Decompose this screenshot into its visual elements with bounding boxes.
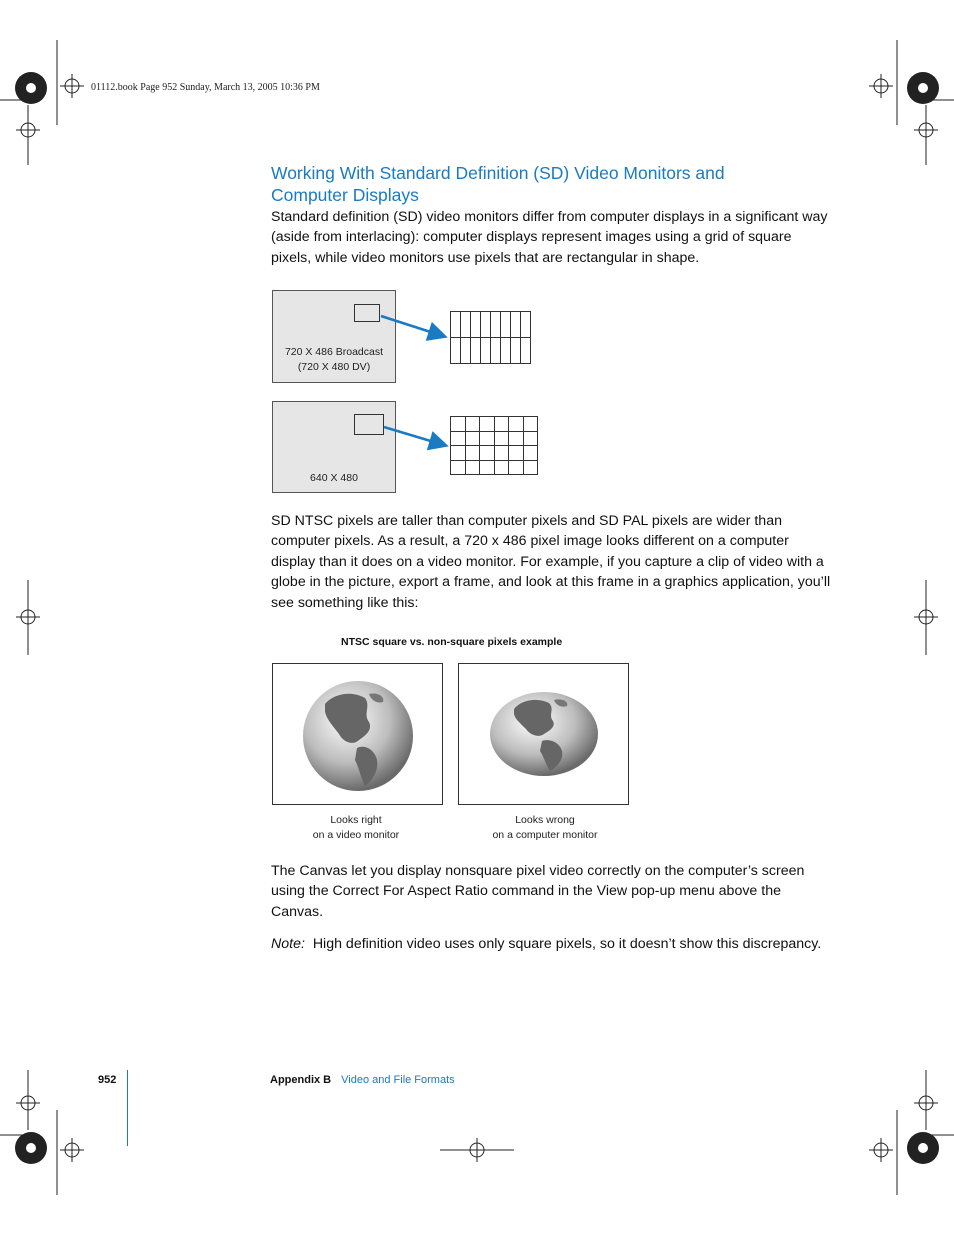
note-label: Note: bbox=[271, 936, 305, 952]
broadcast-label-1: 720 X 486 Broadcast bbox=[284, 346, 384, 358]
figure-title: NTSC square vs. non-square pixels example bbox=[341, 636, 563, 648]
note-paragraph bbox=[271, 934, 846, 954]
right-caption-1: Looks wrong bbox=[515, 814, 575, 826]
globe-oval-image bbox=[459, 664, 628, 804]
globe-distorted-frame bbox=[458, 663, 629, 805]
right-caption-2: on a computer monitor bbox=[492, 829, 598, 841]
section-title: Working With Standard Definition (SD) Video Monitors and Computer Displays bbox=[271, 163, 725, 205]
footer-running-head bbox=[270, 1074, 455, 1086]
note-text: High definition video uses only square pixels, so it doesn’t show this discrepancy. bbox=[312, 936, 822, 952]
arrow-icon bbox=[384, 427, 444, 445]
left-caption-2: on a video monitor bbox=[312, 829, 400, 841]
left-caption-1: Looks right bbox=[330, 814, 382, 826]
footer-section-link[interactable]: Video and File Formats bbox=[341, 1074, 455, 1086]
globe-correct-frame bbox=[272, 663, 443, 805]
globe-round-image bbox=[273, 664, 442, 804]
intro-paragraph: Standard definition (SD) video monitors differ from computer displays in a significant way (aside from interlacing): computer displays represent images using a grid of square pixels, while video monitors use pixels that are rectangular in shape. bbox=[271, 209, 828, 266]
computer-label: 640 X 480 bbox=[310, 472, 358, 484]
broadcast-label-2: (720 X 480 DV) bbox=[297, 361, 371, 373]
ntsc-paragraph: SD NTSC pixels are taller than computer pixels and SD PAL pixels are wider than computer pixels. As a result, a 720 x 486 pixel image looks different on a computer display than it does on a video monitor. For example, if you capture a clip of video with a globe in the picture, export a frame, and look at this frame in a graphics application, you’ll see something like this: bbox=[271, 513, 831, 611]
arrow-icon bbox=[381, 316, 443, 336]
footer-rule bbox=[127, 1070, 128, 1146]
print-slug: 01112.book Page 952 Sunday, March 13, 2005 10:36 PM bbox=[91, 82, 320, 93]
page-number: 952 bbox=[98, 1074, 117, 1086]
canvas-paragraph: The Canvas let you display nonsquare pixel video correctly on the computer’s screen using the Correct For Aspect Ratio command in the View pop-up menu above the Canvas. bbox=[271, 863, 805, 920]
footer-appendix: Appendix B bbox=[270, 1074, 332, 1086]
